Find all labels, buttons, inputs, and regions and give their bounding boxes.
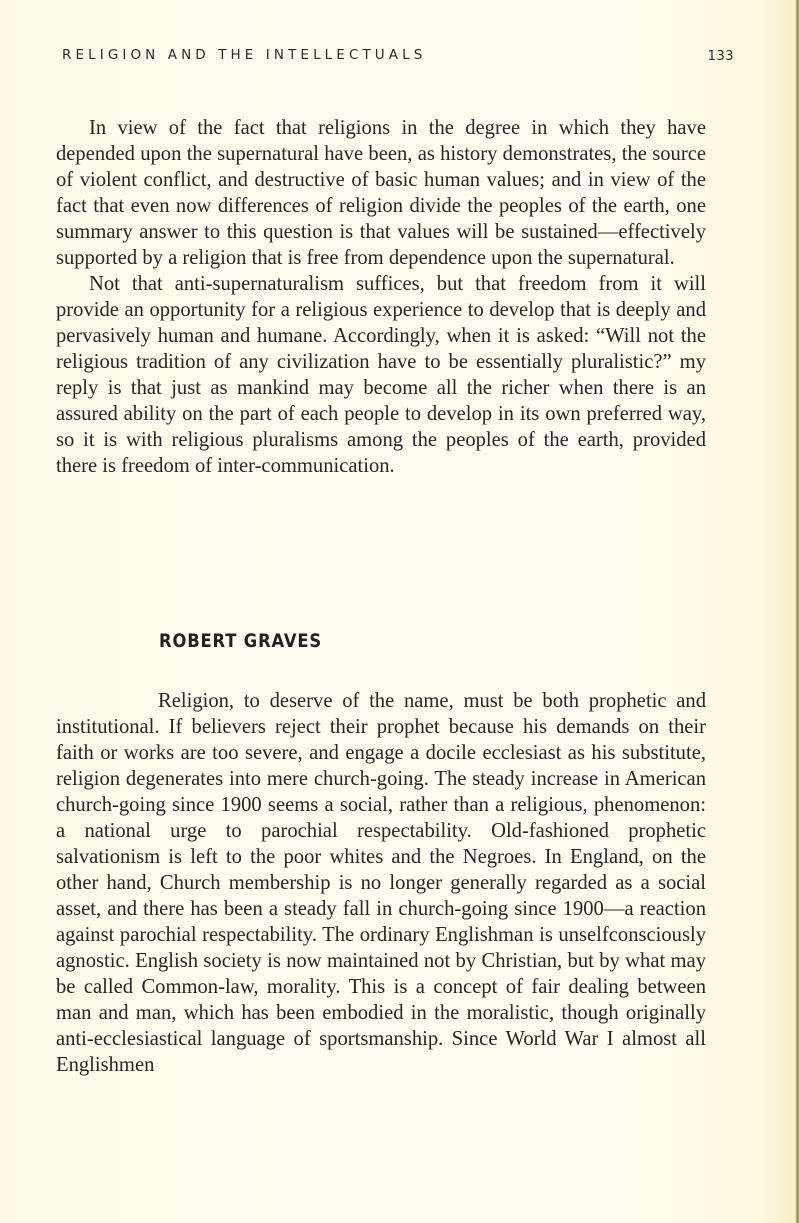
running-head-title: RELIGION AND THE INTELLECTUALS [62,47,427,63]
running-head [62,47,734,69]
paragraph: Religion, to deserve of the name, must be both prophetic and institutional. If believers reject their prophet because his demands on their faith or works are too severe, and engage a docile ecclesiast as his substitute, religion degenerates into mere church-going. The steady increase in American church-going since 1900 seems a social, rather than a religious, phenomenon: a national urge to parochial respectability. Old-fashioned prophetic salvationism is left to the poor whites and the Negroes. In England, on the other hand, Church membership is no longer generally regarded as a social asset, and there has been a steady fall in church-going since 1900—a reaction against parochial respectability. The ordinary Englishman is unselfconsciously agnostic. English society is now maintained not by Christian, but by what may be called Common-law, morality. This is a concept of fair dealing between man and man, which has been embodied in the moralistic, though originally anti-ecclesiastical language of sportsmanship. Since World War I almost all Englishmen [56,690,706,1076]
paragraph: Not that anti-supernaturalism suffices, but that freedom from it will provide an opportunity for a religious experience to develop that is deeply and pervasively human and humane. Accordingly, when it is asked: “Will not the religious tradition of any civilization have to be essentially pluralistic?” my reply is that just as mankind may become all the richer when there is an assured ability on the part of each people to develop in its own preferred way, so it is with religious pluralisms among the peoples of the earth, provided there is freedom of inter-communication. [56,273,706,477]
section-dewey-continuation [56,115,706,479]
page-number: 133 [707,49,734,64]
paragraph: In view of the fact that religions in the degree in which they have depended upon the supernatural have been, as history demonstrates, the source of violent conflict, and destructive of basic human values; and in view of the fact that even now differences of religion divide the peoples of the earth, one summary answer to this question is that values will be sustained—effectively supported by a religion that is free from dependence upon the supernatural. [56,117,706,269]
section-heading-author: ROBERT GRAVES [159,630,323,652]
section-robert-graves [56,688,706,1078]
